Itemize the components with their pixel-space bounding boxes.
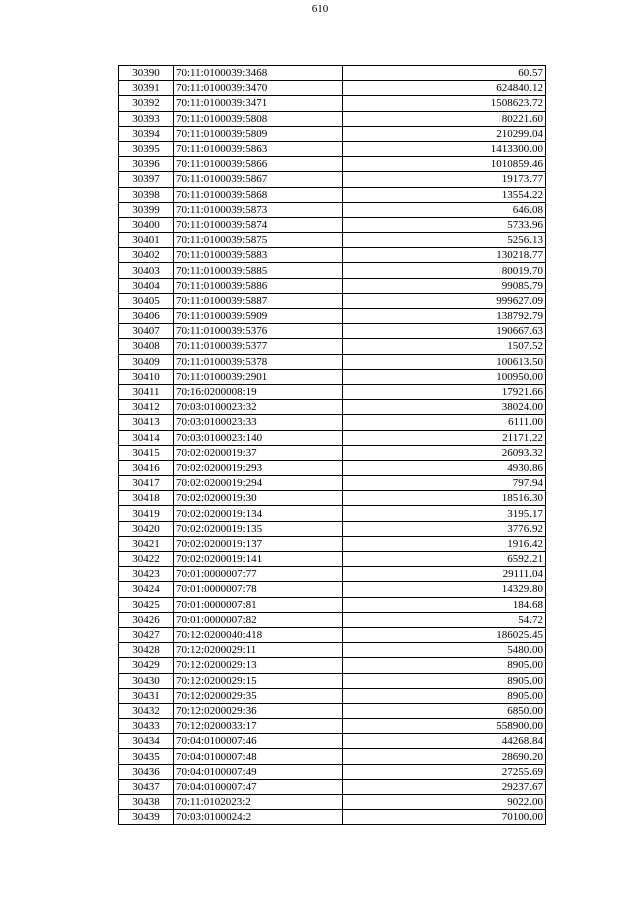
cadastral-number: 70:01:0000007:78	[174, 582, 343, 597]
table-row	[119, 157, 546, 172]
table-row	[119, 779, 546, 794]
value-cell: 624840.12	[343, 81, 546, 96]
value-cell: 646.08	[343, 202, 546, 217]
cadastral-number: 70:11:0100039:3470	[174, 81, 343, 96]
cadastral-number: 70:11:0100039:5886	[174, 278, 343, 293]
cadastral-number: 70:11:0100039:3468	[174, 66, 343, 81]
table-row	[119, 111, 546, 126]
value-cell: 100950.00	[343, 369, 546, 384]
cadastral-number: 70:11:0100039:5376	[174, 324, 343, 339]
row-number: 30430	[119, 673, 174, 688]
value-cell: 29111.04	[343, 567, 546, 582]
value-cell: 18516.30	[343, 491, 546, 506]
value-cell: 13554.22	[343, 187, 546, 202]
table-row	[119, 460, 546, 475]
value-cell: 54.72	[343, 612, 546, 627]
value-cell: 5256.13	[343, 233, 546, 248]
row-number: 30395	[119, 141, 174, 156]
row-number: 30400	[119, 217, 174, 232]
row-number: 30429	[119, 658, 174, 673]
row-number: 30425	[119, 597, 174, 612]
row-number: 30409	[119, 354, 174, 369]
row-number: 30402	[119, 248, 174, 263]
value-cell: 99085.79	[343, 278, 546, 293]
value-cell: 8905.00	[343, 688, 546, 703]
cadastral-number: 70:02:0200019:135	[174, 521, 343, 536]
cadastral-number: 70:03:0100023:140	[174, 430, 343, 445]
row-number: 30405	[119, 293, 174, 308]
page-number: 610	[311, 3, 329, 15]
table-row	[119, 719, 546, 734]
cadastral-number: 70:12:0200029:15	[174, 673, 343, 688]
table-row	[119, 202, 546, 217]
cadastral-number: 70:11:0100039:5809	[174, 126, 343, 141]
table-row	[119, 384, 546, 399]
table-row	[119, 703, 546, 718]
value-cell: 26093.32	[343, 445, 546, 460]
value-cell: 558900.00	[343, 719, 546, 734]
table-row	[119, 126, 546, 141]
row-number: 30433	[119, 719, 174, 734]
cadastral-number: 70:11:0100039:5883	[174, 248, 343, 263]
value-cell: 190667.63	[343, 324, 546, 339]
value-cell: 14329.80	[343, 582, 546, 597]
table-row	[119, 536, 546, 551]
table-row	[119, 187, 546, 202]
row-number: 30392	[119, 96, 174, 111]
table-row	[119, 278, 546, 293]
value-cell: 999627.09	[343, 293, 546, 308]
value-cell: 1507.52	[343, 339, 546, 354]
cadastral-number: 70:11:0100039:5378	[174, 354, 343, 369]
row-number: 30391	[119, 81, 174, 96]
table-row	[119, 293, 546, 308]
value-cell: 186025.45	[343, 627, 546, 642]
row-number: 30413	[119, 415, 174, 430]
row-number: 30403	[119, 263, 174, 278]
value-cell: 130218.77	[343, 248, 546, 263]
row-number: 30397	[119, 172, 174, 187]
table-row	[119, 324, 546, 339]
cadastral-number: 70:01:0000007:82	[174, 612, 343, 627]
table-row	[119, 263, 546, 278]
value-cell: 80019.70	[343, 263, 546, 278]
row-number: 30422	[119, 552, 174, 567]
cadastral-number: 70:16:0200008:19	[174, 384, 343, 399]
value-cell: 8905.00	[343, 658, 546, 673]
value-cell: 138792.79	[343, 309, 546, 324]
row-number: 30428	[119, 643, 174, 658]
row-number: 30414	[119, 430, 174, 445]
table-row	[119, 552, 546, 567]
table-row	[119, 309, 546, 324]
value-cell: 100613.50	[343, 354, 546, 369]
row-number: 30423	[119, 567, 174, 582]
row-number: 30408	[119, 339, 174, 354]
table-row	[119, 172, 546, 187]
row-number: 30394	[119, 126, 174, 141]
table-row	[119, 612, 546, 627]
table-row	[119, 339, 546, 354]
cadastral-number: 70:02:0200019:134	[174, 506, 343, 521]
cadastral-number: 70:02:0200019:30	[174, 491, 343, 506]
value-cell: 3776.92	[343, 521, 546, 536]
cadastral-number: 70:02:0200019:294	[174, 476, 343, 491]
value-cell: 38024.00	[343, 400, 546, 415]
row-number: 30418	[119, 491, 174, 506]
value-cell: 28690.20	[343, 749, 546, 764]
value-cell: 29237.67	[343, 779, 546, 794]
value-cell: 3195.17	[343, 506, 546, 521]
row-number: 30406	[119, 309, 174, 324]
value-cell: 1508623.72	[343, 96, 546, 111]
table-row	[119, 506, 546, 521]
cadastral-number: 70:11:0100039:5885	[174, 263, 343, 278]
table-row	[119, 749, 546, 764]
row-number: 30390	[119, 66, 174, 81]
table-row	[119, 734, 546, 749]
value-cell: 5480.00	[343, 643, 546, 658]
row-number: 30439	[119, 810, 174, 825]
value-cell: 4930.86	[343, 460, 546, 475]
cadastral-number: 70:03:0100024:2	[174, 810, 343, 825]
cadastral-number: 70:01:0000007:81	[174, 597, 343, 612]
row-number: 30431	[119, 688, 174, 703]
table-row	[119, 658, 546, 673]
cadastral-number: 70:11:0100039:5863	[174, 141, 343, 156]
cadastral-number: 70:11:0100039:2901	[174, 369, 343, 384]
cadastral-number: 70:12:0200029:11	[174, 643, 343, 658]
table-row	[119, 476, 546, 491]
value-cell: 21171.22	[343, 430, 546, 445]
table-row	[119, 688, 546, 703]
row-number: 30434	[119, 734, 174, 749]
row-number: 30436	[119, 764, 174, 779]
row-number: 30401	[119, 233, 174, 248]
value-cell: 797.94	[343, 476, 546, 491]
row-number: 30419	[119, 506, 174, 521]
cadastral-number: 70:11:0100039:5875	[174, 233, 343, 248]
table-row	[119, 141, 546, 156]
row-number: 30435	[119, 749, 174, 764]
cadastral-number: 70:02:0200019:293	[174, 460, 343, 475]
cadastral-number: 70:03:0100023:33	[174, 415, 343, 430]
row-number: 30417	[119, 476, 174, 491]
cadastral-number: 70:12:0200029:36	[174, 703, 343, 718]
cadastral-number: 70:02:0200019:137	[174, 536, 343, 551]
value-cell: 210299.04	[343, 126, 546, 141]
cadastral-number: 70:04:0100007:49	[174, 764, 343, 779]
row-number: 30411	[119, 384, 174, 399]
cadastral-number: 70:02:0200019:141	[174, 552, 343, 567]
table-body	[119, 66, 546, 825]
cadastral-number: 70:12:0200029:13	[174, 658, 343, 673]
row-number: 30404	[119, 278, 174, 293]
row-number: 30410	[119, 369, 174, 384]
row-number: 30407	[119, 324, 174, 339]
cadastral-number: 70:11:0102023:2	[174, 795, 343, 810]
value-cell: 184.68	[343, 597, 546, 612]
value-cell: 1413300.00	[343, 141, 546, 156]
table-row	[119, 66, 546, 81]
table-row	[119, 354, 546, 369]
table-row	[119, 217, 546, 232]
table-row	[119, 430, 546, 445]
cadastral-number: 70:11:0100039:5377	[174, 339, 343, 354]
cadastral-number: 70:03:0100023:32	[174, 400, 343, 415]
value-cell: 9022.00	[343, 795, 546, 810]
row-number: 30438	[119, 795, 174, 810]
cadastral-number: 70:12:0200033:17	[174, 719, 343, 734]
value-cell: 8905.00	[343, 673, 546, 688]
table-row	[119, 248, 546, 263]
row-number: 30399	[119, 202, 174, 217]
value-cell: 19173.77	[343, 172, 546, 187]
cadastral-number: 70:11:0100039:5874	[174, 217, 343, 232]
table-row	[119, 673, 546, 688]
table-row	[119, 96, 546, 111]
cadastral-number: 70:11:0100039:5867	[174, 172, 343, 187]
value-cell: 1916.42	[343, 536, 546, 551]
value-cell: 1010859.46	[343, 157, 546, 172]
table-row	[119, 521, 546, 536]
value-cell: 5733.96	[343, 217, 546, 232]
row-number: 30398	[119, 187, 174, 202]
cadastral-number: 70:11:0100039:5868	[174, 187, 343, 202]
row-number: 30420	[119, 521, 174, 536]
value-cell: 60.57	[343, 66, 546, 81]
table-row	[119, 400, 546, 415]
value-cell: 27255.69	[343, 764, 546, 779]
value-cell: 6592.21	[343, 552, 546, 567]
table-row	[119, 810, 546, 825]
row-number: 30437	[119, 779, 174, 794]
row-number: 30393	[119, 111, 174, 126]
row-number: 30416	[119, 460, 174, 475]
value-cell: 44268.84	[343, 734, 546, 749]
data-table	[118, 65, 546, 825]
cadastral-number: 70:11:0100039:5909	[174, 309, 343, 324]
value-cell: 80221.60	[343, 111, 546, 126]
row-number: 30415	[119, 445, 174, 460]
cadastral-number: 70:11:0100039:5887	[174, 293, 343, 308]
table-row	[119, 233, 546, 248]
row-number: 30421	[119, 536, 174, 551]
cadastral-number: 70:04:0100007:48	[174, 749, 343, 764]
row-number: 30426	[119, 612, 174, 627]
table-row	[119, 643, 546, 658]
cadastral-number: 70:12:0200040:418	[174, 627, 343, 642]
table-row	[119, 567, 546, 582]
cadastral-number: 70:04:0100007:47	[174, 779, 343, 794]
cadastral-number: 70:01:0000007:77	[174, 567, 343, 582]
cadastral-number: 70:11:0100039:3471	[174, 96, 343, 111]
row-number: 30396	[119, 157, 174, 172]
cadastral-number: 70:11:0100039:5866	[174, 157, 343, 172]
cadastral-number: 70:12:0200029:35	[174, 688, 343, 703]
cadastral-number: 70:04:0100007:46	[174, 734, 343, 749]
table-row	[119, 582, 546, 597]
table-row	[119, 415, 546, 430]
table-row	[119, 764, 546, 779]
cadastral-number: 70:11:0100039:5808	[174, 111, 343, 126]
table-row	[119, 445, 546, 460]
cadastral-number: 70:11:0100039:5873	[174, 202, 343, 217]
value-cell: 17921.66	[343, 384, 546, 399]
row-number: 30432	[119, 703, 174, 718]
table-row	[119, 627, 546, 642]
value-cell: 70100.00	[343, 810, 546, 825]
table-row	[119, 369, 546, 384]
cadastral-number: 70:02:0200019:37	[174, 445, 343, 460]
value-cell: 6111.00	[343, 415, 546, 430]
row-number: 30412	[119, 400, 174, 415]
table-row	[119, 491, 546, 506]
row-number: 30424	[119, 582, 174, 597]
table-row	[119, 795, 546, 810]
row-number: 30427	[119, 627, 174, 642]
table-row	[119, 597, 546, 612]
value-cell: 6850.00	[343, 703, 546, 718]
table-row	[119, 81, 546, 96]
